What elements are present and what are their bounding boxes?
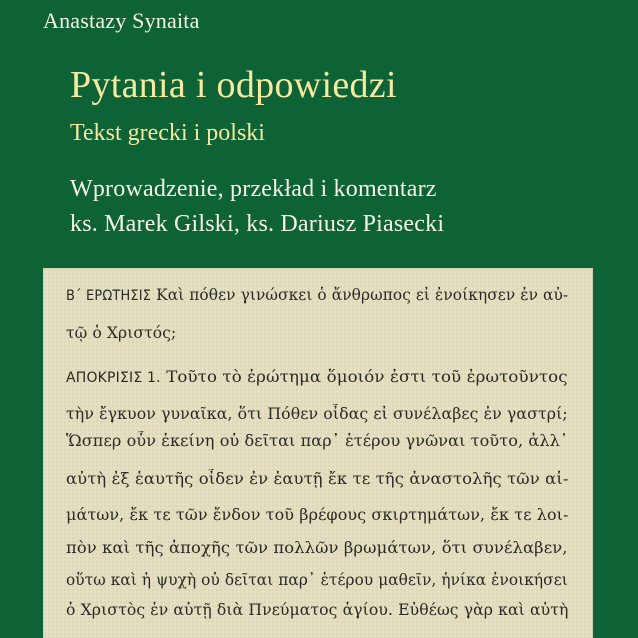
excerpt-line (66, 405, 568, 423)
excerpt-line (66, 571, 568, 589)
excerpt-text: αὐτὴ ἐξ ἑαυτῆς οἶδεν ἐν ἑαυτῇ ἔκ τε τῆς ἀναστολῆς τῶν αἱ- (66, 470, 569, 488)
excerpt-text: τὴν ἔγκυον γυναῖκα, ὅτι Πόθεν οἶδας εἰ συνέλαβες ἐν γαστρί; (66, 405, 568, 423)
credits-line-2: ks. Marek Gilski, ks. Dariusz Piasecki (70, 211, 445, 237)
author-name: Anastazy Synaita (43, 8, 200, 33)
excerpt-text: ὁ Χριστὸς ἐν αὐτῇ διὰ Πνεύματος ἁγίου. Εὐθέως γὰρ καὶ αὐτὴ (66, 601, 569, 619)
excerpt-text: Τοῦτο τὸ ἐρώτημα ὅμοιόν ἐστι τοῦ ἐρωτοῦντος (160, 368, 568, 386)
book-title: Pytania i odpowiedzi (70, 64, 397, 106)
excerpt-text: μάτων, ἔκ τε τῶν ἔνδον τοῦ βρέφους σκιρτημάτων, ἔκ τε λοι- (66, 506, 569, 524)
book-subtitle: Tekst grecki i polski (70, 120, 265, 146)
greek-text-excerpt (43, 268, 593, 638)
excerpt-line (66, 324, 176, 342)
excerpt-text: Ὥσπερ οὖν ἐκείνη οὐ δεῖται παρ᾽ ἑτέρου γνῶναι τοῦτο, ἀλλ᾽ (66, 432, 569, 450)
excerpt-text: τῷ ὁ Χριστός; (66, 324, 177, 342)
excerpt-text: πὸν καὶ τῆς ἀποχῆς τῶν πολλῶν βρωμάτων, ὅτι συνέλαβεν, (66, 539, 568, 557)
excerpt-text: Καὶ πόθεν γινώσκει ὁ ἄνθρωπος εἰ ἐνοίκησεν ἐν αὐ- (151, 286, 569, 304)
excerpt-line (66, 601, 568, 619)
excerpt-line (66, 286, 568, 304)
excerpt-line (66, 432, 568, 450)
excerpt-line (66, 506, 568, 524)
credits-line-1: Wprowadzenie, przekład i komentarz (70, 176, 437, 202)
excerpt-line (66, 470, 568, 488)
excerpt-heading: ΑΠΟΚΡΙΣΙΣ 1. (66, 370, 161, 386)
excerpt-heading: Β΄ ΕΡΩΤΗΣΙΣ (66, 288, 152, 304)
excerpt-line (66, 368, 568, 386)
excerpt-line (66, 539, 568, 557)
credits (70, 172, 444, 242)
excerpt-text: οὕτω καὶ ἡ ψυχὴ οὐ δεῖται παρ᾽ ἑτέρου μαθεῖν, ἡνίκα ἐνοικήσει (66, 571, 568, 589)
